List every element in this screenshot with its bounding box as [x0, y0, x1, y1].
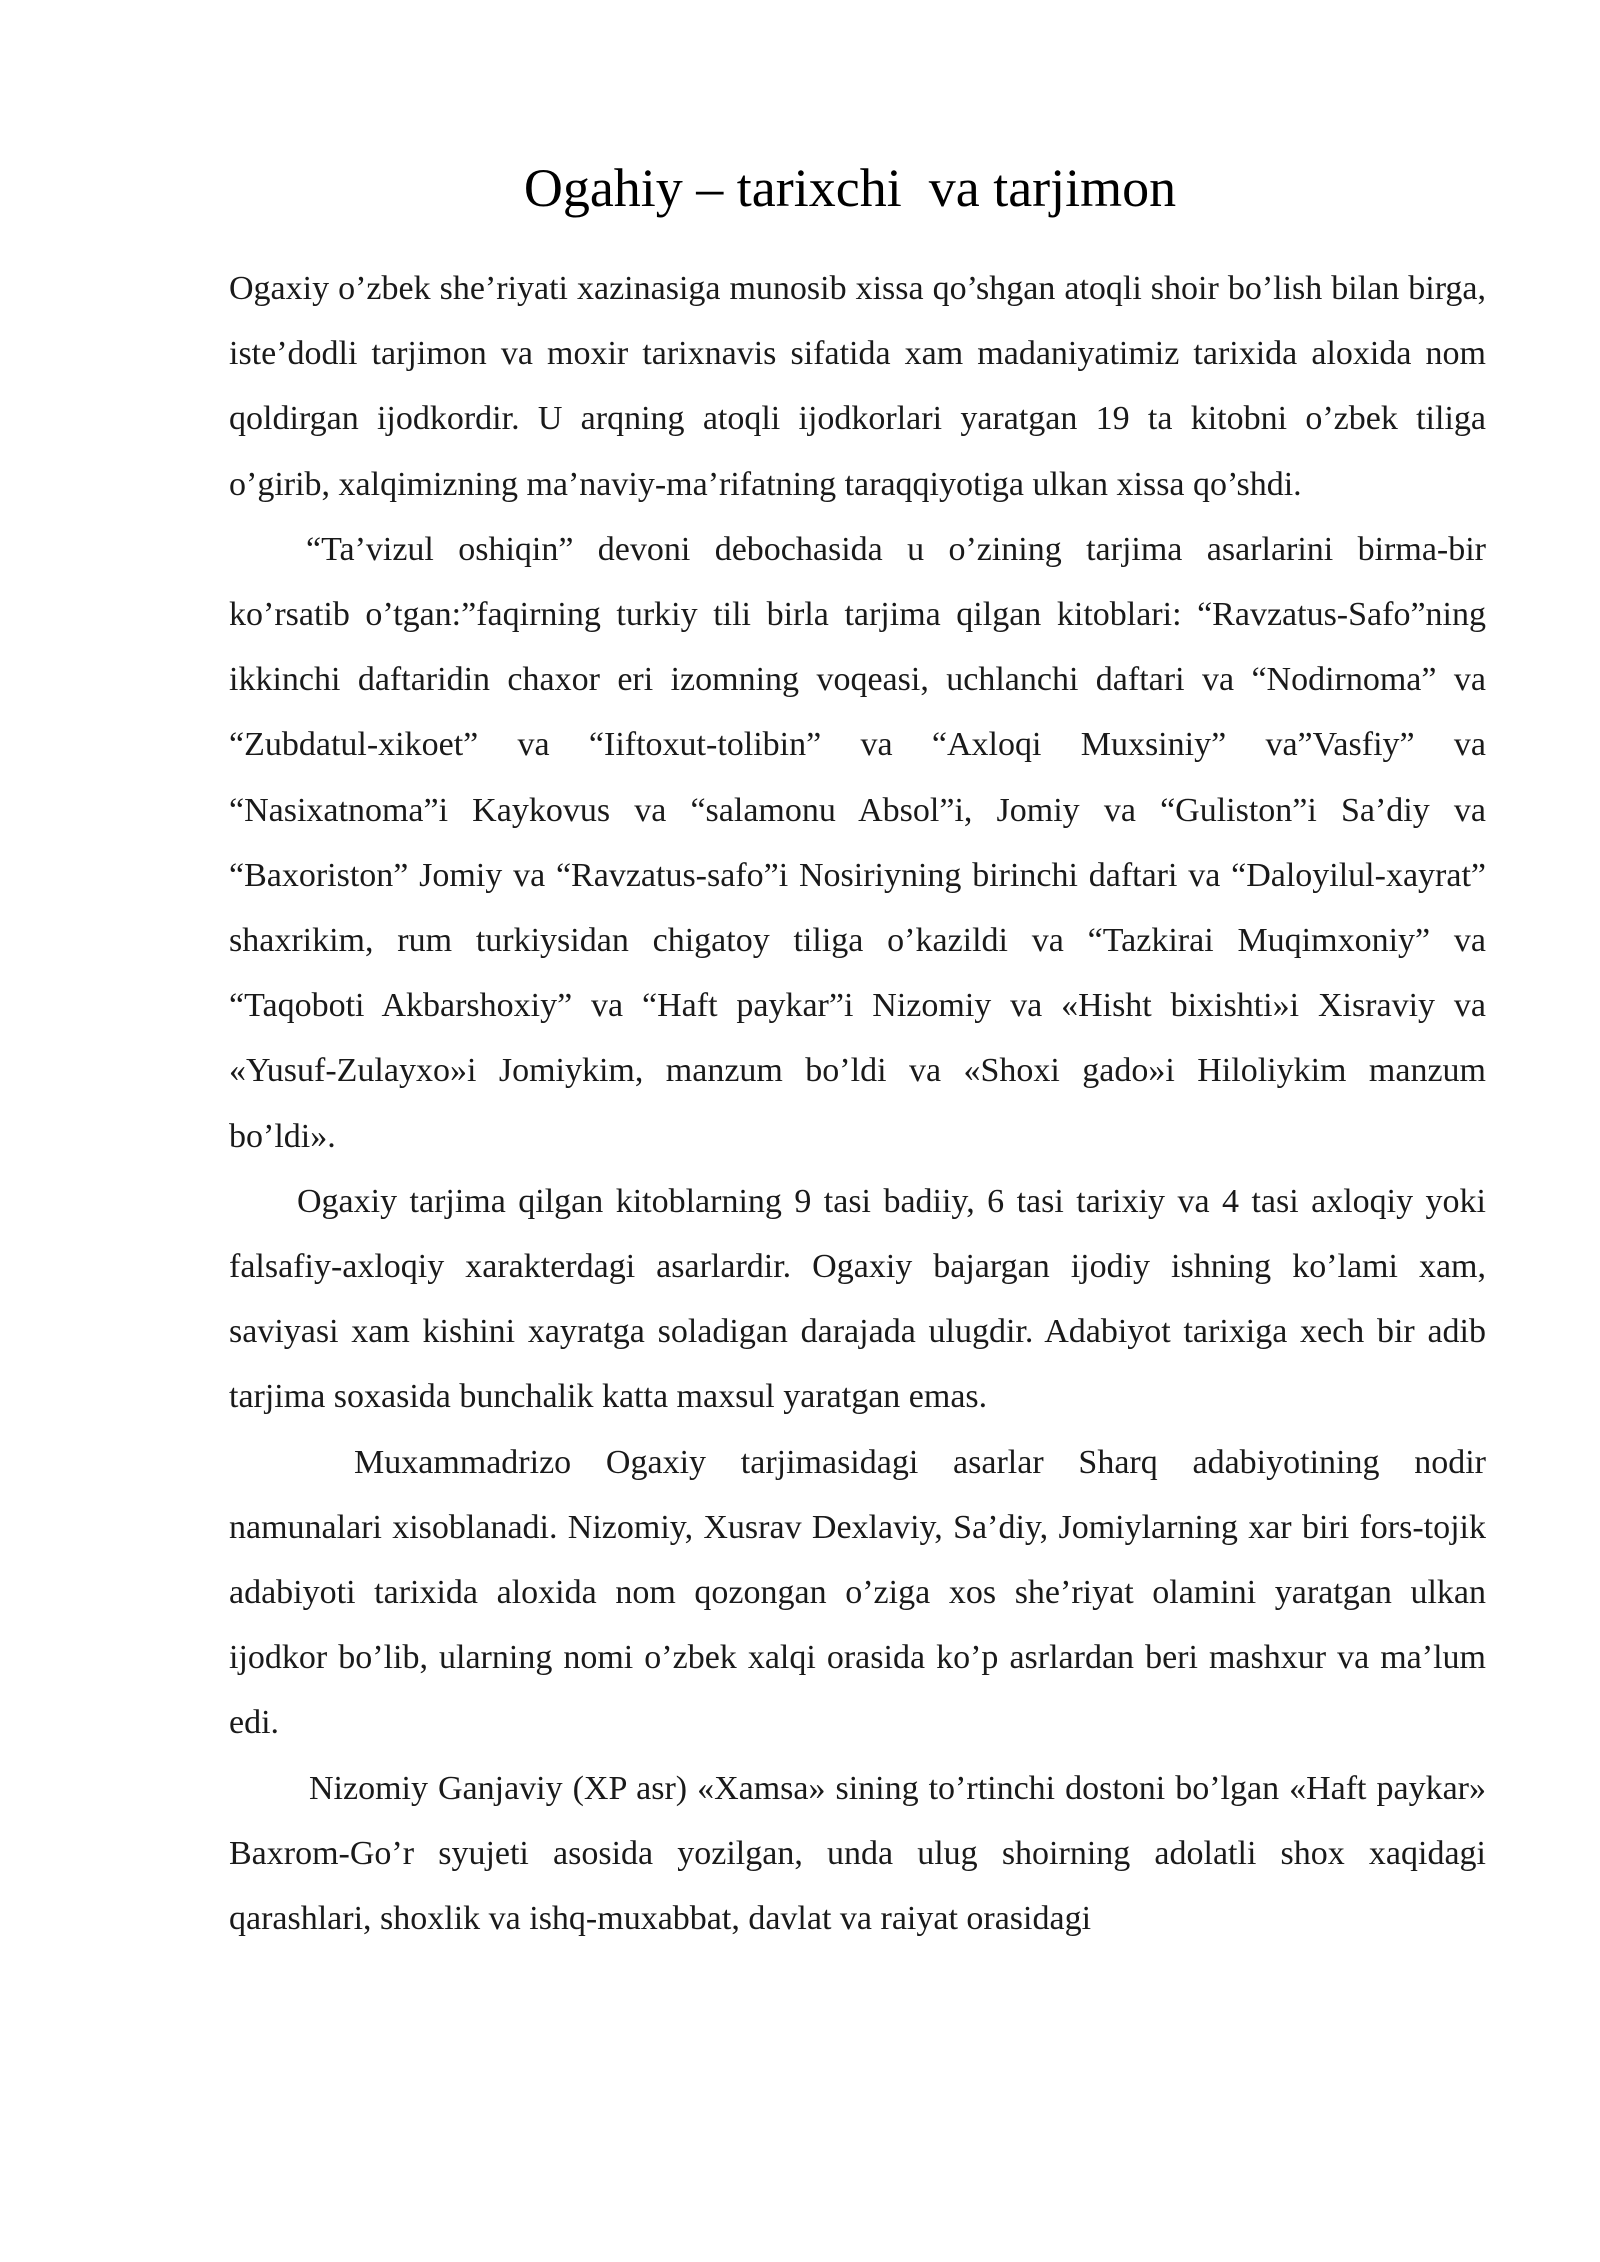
document-body — [229, 256, 1486, 1951]
paragraph-4: Muxammadrizo Ogaxiy tarjimasidagi asarlar Sharq adabiyotining nodir namunalari xisoblanadi. Nizomiy, Xusrav Dexlaviy, Sa’diy, Jomiylarning xar biri fors-tojik adabiyoti tarixida aloxida nom qozongan o’ziga xos she’riyat olamini yaratgan ulkan ijodkor bo’lib, ularning nomi o’zbek xalqi orasida ko’p asrlardan beri mashxur va ma’lum edi. — [229, 1443, 1486, 1742]
page-title: Ogahiy – tarixchi va tarjimon — [523, 158, 1177, 218]
paragraph-3: Ogaxiy tarjima qilgan kitoblarning 9 tasi badiiy, 6 tasi tarixiy va 4 tasi axloqiy yoki falsafiy-axloqiy xarakterdagi asarlardir. Ogaxiy bajargan ijodiy ishning ko’lami xam, saviyasi xam kishini xayratga soladigan darajada ulugdir. Adabiyot tarixiga xech bir adib tarjima soxasida bunchalik katta maxsul yaratgan emas. — [229, 1182, 1486, 1416]
paragraph-2: “Ta’vizul oshiqin” devoni debochasida u o’zining tarjima asarlarini birma-bir ko’rsatib o’tgan:”faqirning turkiy tili birla tarjima qilgan kitoblari: “Ravzatus-Safo”ning ikkinchi daftaridin chaxor eri izomning voqeasi, uchlanchi daftari va “Nodirnoma” va “Zubdatul-xikoet” va “Iiftoxut-tolibin” va “Axloqi Muxsiniy” va”Vasfiy” va “Nasixatnoma”i Kaykovus va “salamonu Absol”i, Jomiy va “Guliston”i Sa’diy va “Baxoriston” Jomiy va “Ravzatus-safo”i Nosiriyning birinchi daftari va “Daloyilul-xayrat” shaxrikim, rum turkiysidan chigatoy tiliga o’kazildi va “Tazkirai Muqimxoniy” va “Taqoboti Akbarshoxiy” va “Haft paykar”i Nizomiy va «Hisht bixishti»i Xisraviy va «Yusuf-Zulayxo»i Jomiykim, manzum bo’ldi va «Shoxi gado»i Hiloliykim manzum bo’ldi». — [229, 530, 1486, 1155]
paragraph-5: Nizomiy Ganjaviy (XP asr) «Xamsa» sining to’rtinchi dostoni bo’lgan «Haft paykar» Baxrom-Go’r syujeti asosida yozilgan, unda ulug shoirning adolatli shox xaqidagi qarashlari, shoxlik va ishq-muxabbat, davlat va raiyat orasidagi — [229, 1769, 1486, 1938]
paragraph-1: Ogaxiy o’zbek she’riyati xazinasiga munosib xissa qo’shgan atoqli shoir bo’lish bilan birga, iste’dodli tarjimon va moxir tarixnavis sifatida xam madaniyatimiz tarixida aloxida nom qoldirgan ijodkordir. U arqning atoqli ijodkorlari yaratgan 19 ta kitobni o’zbek tiliga o’girib, xalqimizning ma’naviy-ma’rifatning taraqqiyotiga ulkan xissa qo’shdi. — [229, 270, 1486, 503]
